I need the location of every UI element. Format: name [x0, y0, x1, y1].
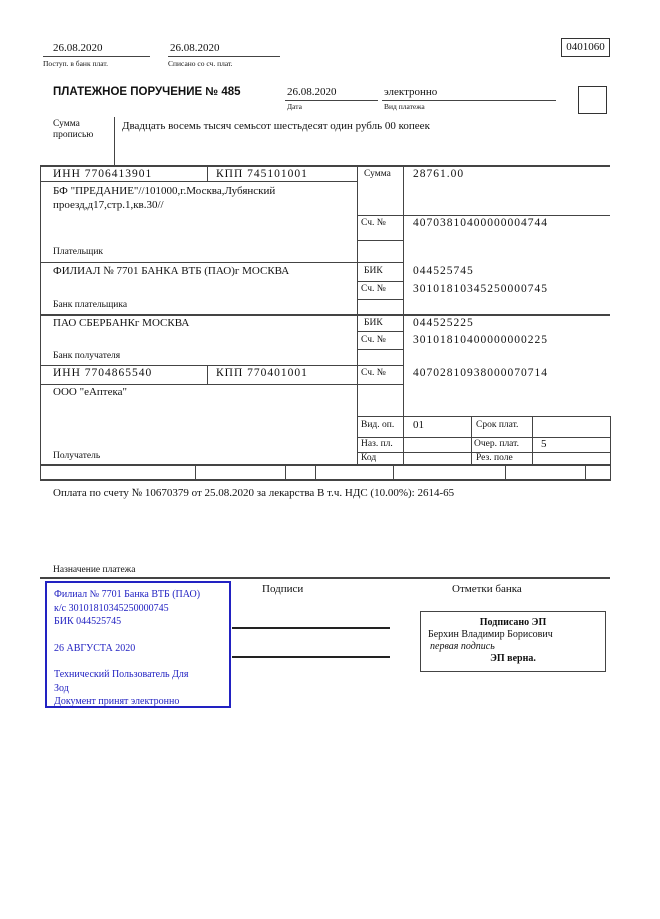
grid-line — [40, 181, 357, 182]
grid-line — [505, 465, 506, 480]
debited-date-underline — [168, 56, 280, 57]
stamp-corr-account: к/с 30101810345250000745 — [54, 602, 169, 614]
code-label: Код — [361, 453, 377, 463]
payee-bank-account: 30101810400000000225 — [413, 334, 548, 346]
received-in-bank-label: Поступ. в банк плат. — [43, 59, 108, 68]
priority-label: Очер. плат. — [474, 439, 519, 449]
date-underline — [285, 100, 378, 101]
received-in-bank-date: 26.08.2020 — [53, 42, 103, 54]
stamp-date: 26 АВГУСТА 2020 — [54, 642, 136, 654]
payment-purpose-text: Оплата по счету № 10670379 от 25.08.2020 за лекарства В т.ч. НДС (10.00%): 2614-65 — [53, 487, 455, 499]
signatures-label: Подписи — [262, 583, 304, 595]
payer-name-line2: проезд,д17,стр.1,кв.30// — [53, 199, 164, 211]
grid-line — [357, 331, 403, 332]
grid-line — [40, 262, 403, 263]
payment-purpose-label: Назначение платежа — [53, 565, 136, 575]
form-code-box — [561, 38, 610, 57]
grid-line — [40, 314, 610, 316]
esignature-signature-type: первая подпись — [430, 641, 495, 652]
payment-kind-value: электронно — [384, 86, 438, 98]
operation-type-value: 01 — [413, 419, 424, 431]
grid-line — [585, 465, 586, 480]
operation-type-label: Вид. оп. — [361, 420, 395, 430]
grid-line — [285, 465, 286, 480]
payer-account-label: Сч. № — [361, 218, 386, 228]
payee-bank-account-label: Сч. № — [361, 335, 386, 345]
stamp-user-line1: Технический Пользователь Для — [54, 669, 189, 680]
grid-line — [357, 165, 358, 466]
grid-line — [40, 479, 610, 481]
bank-marks-label: Отметки банка — [452, 583, 522, 595]
grid-line — [357, 437, 610, 438]
payer-bank-account: 30101810345250000745 — [413, 283, 548, 295]
signature-line — [232, 656, 390, 658]
form-code: 0401060 — [566, 41, 605, 53]
payer-inn: ИНН 7706413901 — [53, 168, 153, 180]
payment-kind-label: Вид платежа — [384, 102, 425, 111]
grid-line — [357, 240, 403, 241]
priority-value: 5 — [541, 438, 547, 450]
payer-account: 40703810400000004744 — [413, 217, 548, 229]
grid-line — [207, 365, 208, 385]
bank-stamp — [45, 581, 231, 708]
amount-value: 28761.00 — [413, 168, 465, 180]
date-label: Дата — [287, 102, 302, 111]
document-date: 26.08.2020 — [287, 86, 337, 98]
grid-line — [532, 416, 533, 466]
esignature-box — [420, 611, 606, 672]
payee-bank-bik-label: БИК — [364, 318, 383, 328]
grid-line — [357, 416, 610, 417]
grid-line — [471, 416, 472, 466]
payer-name-line1: БФ "ПРЕДАНИЕ"//101000,г.Москва,Лубянский — [53, 185, 276, 197]
payer-bank-bik: 044525745 — [413, 265, 474, 277]
payee-inn: ИНН 7704865540 — [53, 367, 153, 379]
payee-kpp: КПП 770401001 — [216, 367, 308, 379]
amount-words-divider — [114, 117, 115, 165]
stamp-user-line2: Зод — [54, 682, 69, 694]
grid-line — [195, 465, 196, 480]
grid-line — [357, 299, 403, 300]
payer-section-label: Плательщик — [53, 247, 104, 257]
signature-line — [232, 627, 390, 629]
grid-line — [40, 165, 41, 481]
amount-in-words-text: Двадцать восемь тысяч семьсот шестьдесят один рубль 00 копеек — [122, 120, 430, 132]
reserve-field-label: Рез. поле — [476, 453, 513, 463]
grid-line — [40, 384, 403, 385]
stamp-bik: БИК 044525745 — [54, 616, 122, 627]
stamp-accepted-note: Документ принят электронно — [54, 696, 180, 707]
payee-bank-bik: 044525225 — [413, 317, 474, 329]
footer-divider-line — [40, 577, 610, 579]
payer-bank-section-label: Банк плательщика — [53, 300, 128, 310]
payment-kind-underline — [382, 100, 556, 101]
esignature-title: Подписано ЭП — [479, 617, 547, 628]
purpose-kind-label: Наз. пл. — [361, 439, 393, 449]
payee-bank-section-label: Банк получателя — [53, 351, 121, 361]
grid-line — [40, 165, 610, 167]
grid-line — [610, 416, 611, 481]
debited-from-account-label: Списано со сч. плат. — [168, 59, 233, 68]
payee-account-label: Сч. № — [361, 368, 386, 378]
due-date-label: Срок плат. — [476, 420, 519, 430]
grid-line — [357, 215, 610, 216]
esignature-signer-name: Берхин Владимир Борисович — [428, 629, 553, 640]
status-checkbox — [578, 86, 607, 114]
grid-line — [357, 349, 403, 350]
grid-line — [393, 465, 394, 480]
document-title: ПЛАТЕЖНОЕ ПОРУЧЕНИЕ № 485 — [53, 86, 241, 98]
payer-kpp: КПП 745101001 — [216, 168, 308, 180]
payer-bank-account-label: Сч. № — [361, 284, 386, 294]
payee-section-label: Получатель — [53, 451, 101, 461]
esignature-verdict: ЭП верна. — [490, 653, 536, 664]
payee-account: 40702810938000070714 — [413, 367, 548, 379]
amount-label: Сумма — [364, 169, 391, 179]
grid-line — [40, 365, 403, 366]
grid-line — [40, 464, 610, 466]
grid-line — [207, 165, 208, 182]
amount-in-words-label: Сумма прописью — [53, 119, 94, 140]
debited-from-account-date: 26.08.2020 — [170, 42, 220, 54]
payer-bank-name: ФИЛИАЛ № 7701 БАНКА ВТБ (ПАО)г МОСКВА — [53, 265, 290, 277]
grid-line — [403, 165, 404, 466]
payer-bank-bik-label: БИК — [364, 266, 383, 276]
payee-name: ООО "еАптека" — [53, 386, 128, 398]
grid-line — [357, 281, 403, 282]
grid-line — [315, 465, 316, 480]
payee-bank-name: ПАО СБЕРБАНКг МОСКВА — [53, 317, 190, 329]
received-date-underline — [43, 56, 150, 57]
stamp-bank-name: Филиал № 7701 Банка ВТБ (ПАО) — [54, 589, 201, 600]
